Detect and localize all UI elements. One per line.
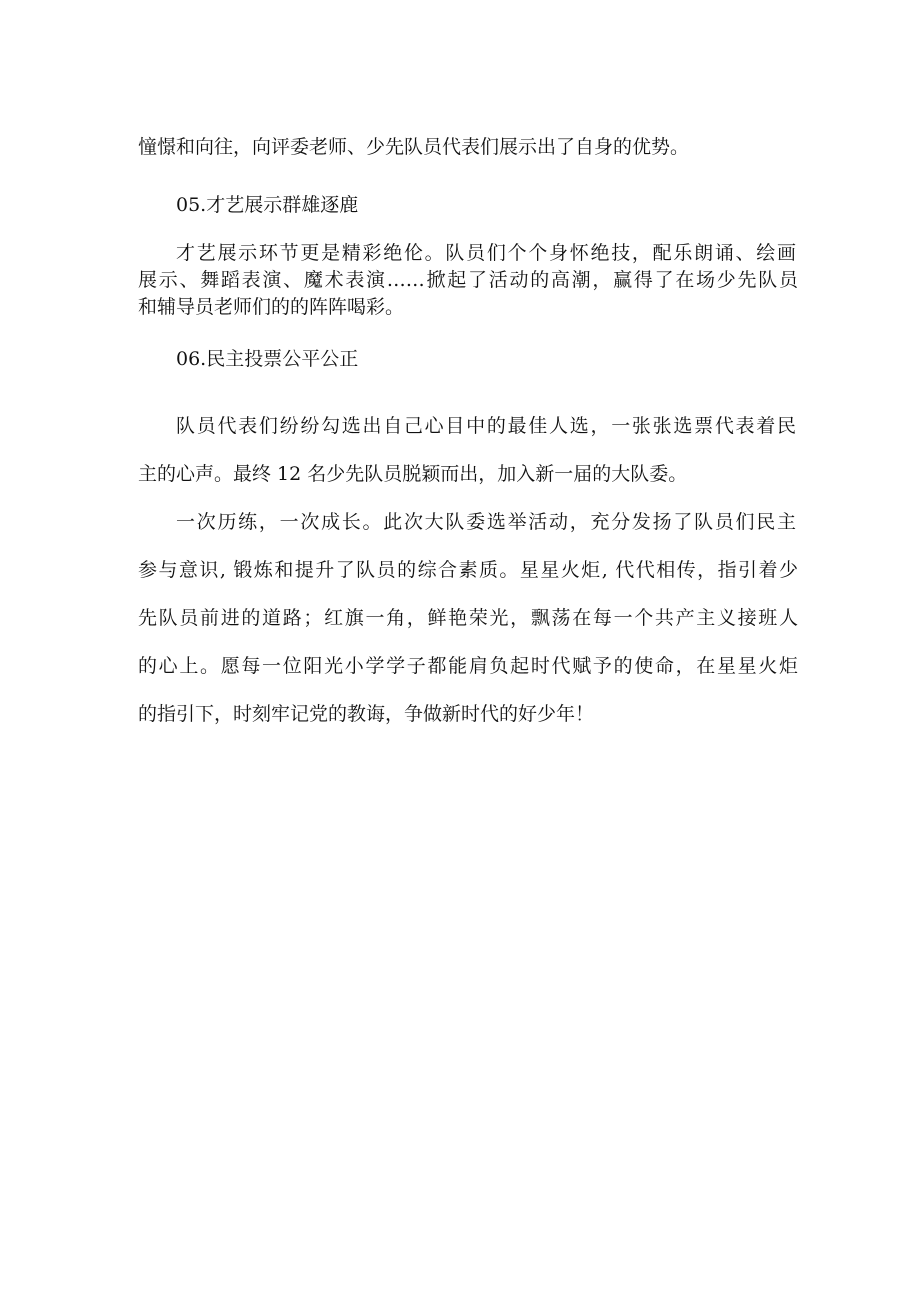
section-heading-05: 05.才艺展示群雄逐鹿: [176, 194, 359, 216]
paragraph-4-line-2: 参与意识, 锻炼和提升了队员的综合素质。星星火炬, 代代相传，指引着少: [138, 559, 798, 581]
paragraph-2-line-3: 和辅导员老师们的的阵阵喝彩。: [138, 296, 405, 318]
paragraph-4-line-1: 一次历练，一次成长。此次大队委选举活动，充分发扬了队员们民主: [176, 511, 796, 533]
paragraph-3-line-2: 主的心声。最终 12 名少先队员脱颖而出，加入新一届的大队委。: [138, 463, 688, 485]
paragraph-4-line-4: 的心上。愿每一位阳光小学学子都能肩负起时代赋予的使命，在星星火炬: [138, 655, 798, 677]
paragraph-4-line-3: 先队员前进的道路；红旗一角，鲜艳荣光，飘荡在每一个共产主义接班人: [138, 607, 798, 629]
paragraph-4-line-5: 的指引下，时刻牢记党的教诲，争做新时代的好少年！: [138, 703, 595, 725]
section-heading-06: 06.民主投票公平公正: [176, 348, 359, 370]
paragraph-1-line-1: 憧憬和向往，向评委老师、少先队员代表们展示出了自身的优势。: [138, 136, 690, 158]
paragraph-3-line-1: 队员代表们纷纷勾选出自己心目中的最佳人选，一张张选票代表着民: [176, 415, 796, 437]
paragraph-2-line-1: 才艺展示环节更是精彩绝伦。队员们个个身怀绝技，配乐朗诵、绘画: [176, 242, 796, 264]
paragraph-2-line-2: 展示、舞蹈表演、魔术表演……掀起了活动的高潮，赢得了在场少先队员: [138, 269, 798, 291]
